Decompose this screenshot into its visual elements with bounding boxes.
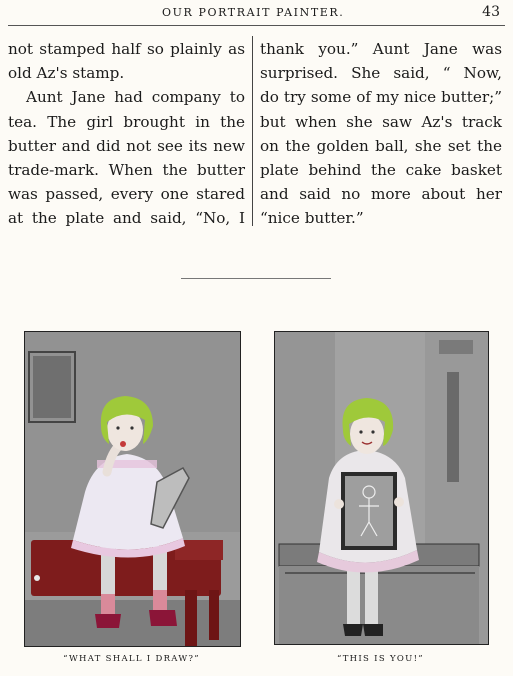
left-column — [8, 37, 245, 231]
text-line: was passed, every one stared — [8, 185, 245, 204]
column-divider — [252, 36, 253, 226]
illustration-girl-with-slate — [274, 331, 489, 645]
text-line: at the plate and said, “No, I — [8, 209, 245, 228]
illustration-girl-thinking — [24, 331, 241, 647]
running-title: OUR PORTRAIT PAINTER. — [162, 6, 345, 19]
text-line: thank you.” Aunt Jane was — [260, 40, 502, 58]
illustration-girl-with-slate-art — [275, 332, 488, 644]
text-line: old Az's stamp. — [8, 64, 125, 83]
text-line: do try some of my nice butter;” — [260, 88, 502, 107]
paragraph — [260, 37, 502, 231]
figure-caption: “THIS IS YOU!” — [337, 654, 424, 664]
header-rule — [8, 25, 505, 26]
text-line: on the golden ball, she set the — [260, 136, 502, 155]
text-line: and said no more about her — [260, 185, 502, 204]
text-line: “nice butter.” — [260, 209, 364, 228]
text-line: plate behind the cake basket — [260, 161, 502, 180]
page-number: 43 — [482, 4, 500, 20]
figure-caption: “WHAT SHALL I DRAW?” — [63, 654, 200, 664]
paragraph — [8, 37, 245, 85]
right-column — [260, 37, 502, 231]
illustration-girl-thinking-art — [25, 332, 240, 646]
page-header — [0, 6, 513, 28]
paragraph — [8, 85, 245, 230]
text-line: surprised. She said, “ Now, — [260, 64, 502, 83]
text-line: but when she saw Az's track — [260, 112, 502, 131]
text-line: not stamped half so plainly as — [8, 40, 245, 58]
text-line: trade-mark. When the butter — [8, 161, 245, 180]
text-line: butter and did not see its new — [8, 136, 245, 155]
section-divider — [181, 278, 331, 279]
text-line: Aunt Jane had company to — [26, 88, 245, 107]
text-line: tea. The girl brought in the — [8, 112, 245, 131]
